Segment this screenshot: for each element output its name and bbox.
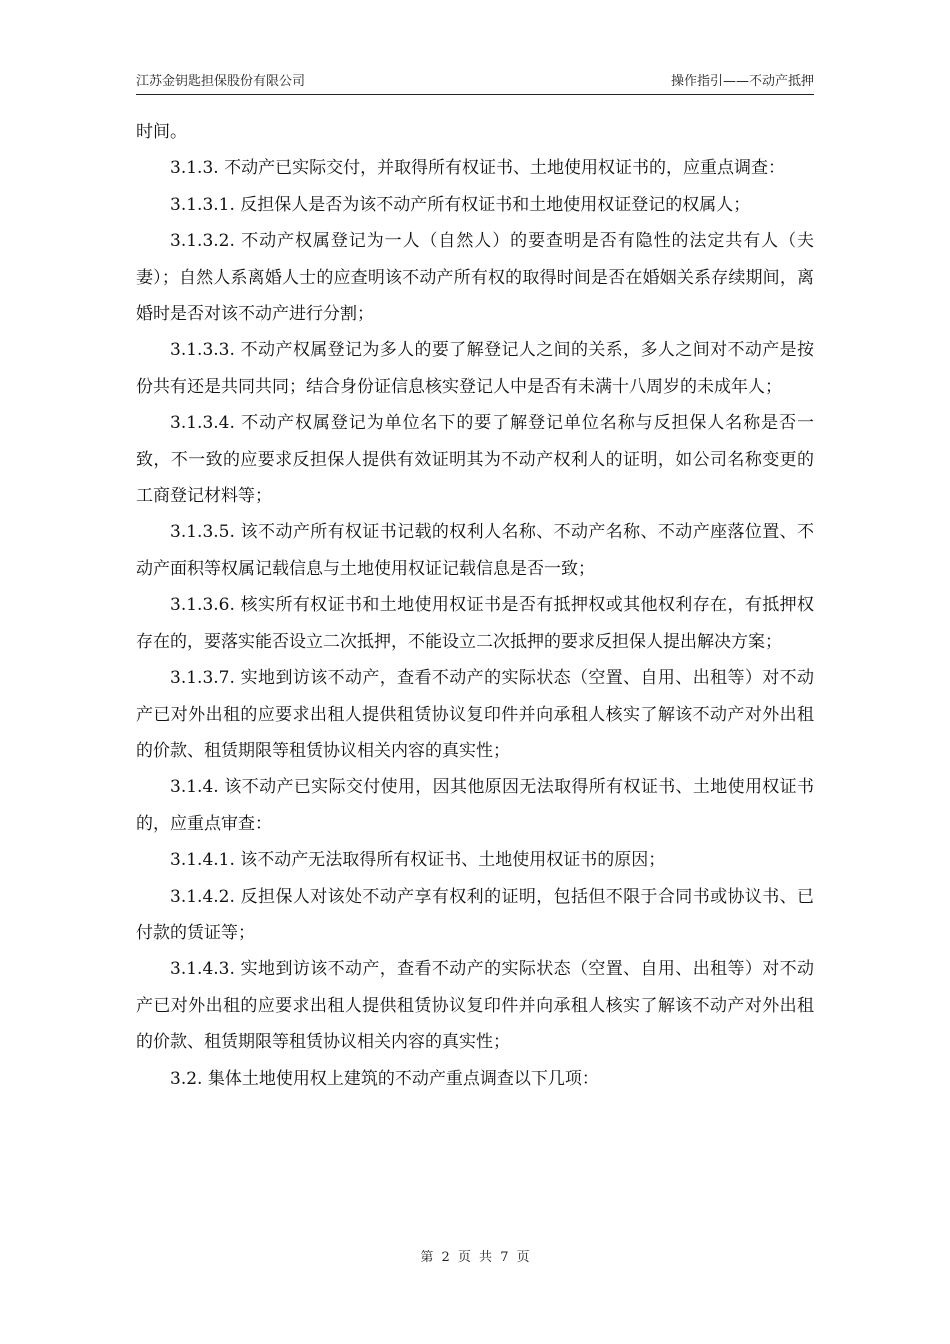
page-header [136, 66, 814, 95]
paragraph-3-1-4-3: 3.1.4.3. 实地到访该不动产，查看不动产的实际状态（空置、自用、出租等）对不动产已对外出租的应要求出租人提供租赁协议复印件并向承租人核实了解该不动产对外出租的价款、租赁期限等租赁协议相关内容的真实性； [136, 959, 814, 1053]
paragraph-3-1-3-5: 3.1.3.5. 该不动产所有权证书记载的权利人名称、不动产名称、不动产座落位置、不动产面积等权属记载信息与土地使用权证记载信息是否一致； [136, 522, 814, 579]
paragraph-3-2: 3.2. 集体土地使用权上建筑的不动产重点调查以下几项： [170, 1068, 599, 1089]
paragraph-3-1-4: 3.1.4. 该不动产已实际交付使用，因其他原因无法取得所有权证书、土地使用权证书的，应重点审查： [136, 777, 814, 834]
document-body [136, 114, 814, 1097]
paragraph-3-1-3-4: 3.1.3.4. 不动产权属登记为单位名下的要了解登记单位名称与反担保人名称是否一致，不一致的应要求反担保人提供有效证明其为不动产权利人的证明，如公司名称变更的工商登记材料等； [136, 413, 814, 507]
paragraph-3-1-3-2: 3.1.3.2. 不动产权属登记为一人（自然人）的要查明是否有隐性的法定共有人（夫妻）；自然人系离婚人士的应查明该不动产所有权的取得时间是否在婚姻关系存续期间，离婚时是否对该不动产进行分割； [136, 231, 814, 325]
page-number-footer: 第 2 页 共 7 页 [420, 1250, 530, 1265]
paragraph-3-1-3-6: 3.1.3.6. 核实所有权证书和土地使用权证书是否有抵押权或其他权利存在，有抵押权存在的，要落实能否设立二次抵押，不能设立二次抵押的要求反担保人提出解决方案； [136, 595, 814, 652]
header-document-title: 操作指引——不动产抵押 [670, 74, 814, 89]
paragraph-3-1-3-3: 3.1.3.3. 不动产权属登记为多人的要了解登记人之间的关系，多人之间对不动产是按份共有还是共同共同；结合身份证信息核实登记人中是否有未满十八周岁的未成年人； [136, 340, 814, 397]
paragraph-3-1-3: 3.1.3. 不动产已实际交付，并取得所有权证书、土地使用权证书的，应重点调查： [170, 158, 786, 179]
header-company-name: 江苏金钥匙担保股份有限公司 [136, 74, 306, 89]
paragraph-3-1-3-7: 3.1.3.7. 实地到访该不动产，查看不动产的实际状态（空置、自用、出租等）对不动产已对外出租的应要求出租人提供租赁协议复印件并向承租人核实了解该不动产对外出租的价款、租赁期限等租赁协议相关内容的真实性； [136, 668, 814, 761]
paragraph-3-1-3-1: 3.1.3.1. 反担保人是否为该不动产所有权证书和土地使用权证登记的权属人； [170, 194, 751, 215]
paragraph-0: 时间。 [136, 122, 187, 142]
paragraph-3-1-4-2: 3.1.4.2. 反担保人对该处不动产享有权利的证明，包括但不限于合同书或协议书、已付款的赁证等； [136, 886, 814, 943]
paragraph-3-1-4-1: 3.1.4.1. 该不动产无法取得所有权证书、土地使用权证书的原因； [170, 850, 666, 871]
